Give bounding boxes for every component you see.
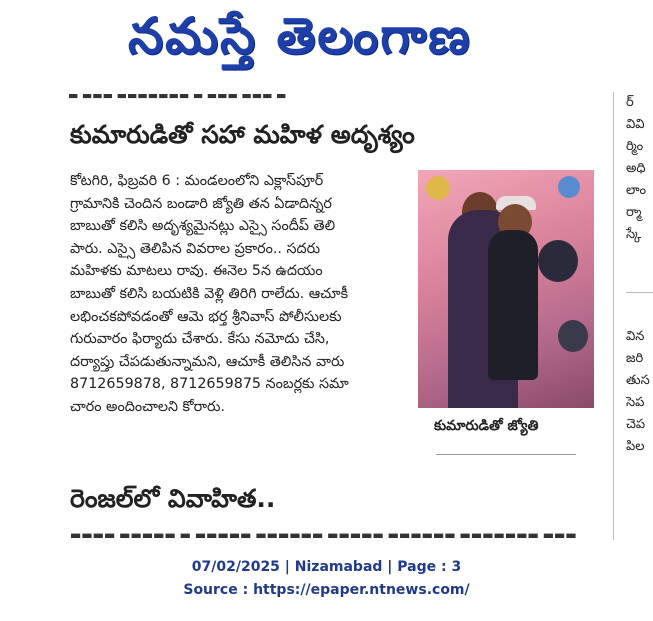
body-line: దర్యాప్తు చేపడుతున్నామని, ఆచూకీ తెలిసిన వారు: [70, 353, 345, 370]
adjacent-line: స్కే: [626, 227, 642, 242]
body-line: లభించకపోవడంతో ఆమె భర్త శ్రీనివాస్ పోలీసులకు: [70, 308, 342, 325]
adjacent-line: అధి: [626, 161, 646, 176]
adjacent-line: జరి: [626, 351, 644, 366]
body-line: బాబుతో కలిసి అదృశ్యమైనట్లు ఎస్సై సందీప్ తెలి: [70, 218, 336, 235]
column-divider: [613, 92, 614, 540]
body-line: చారం అందించాలని కోరారు.: [70, 398, 225, 415]
article-headline: కుమారుడితో సహా మహిళ అదృశ్యం: [70, 120, 415, 149]
adjacent-line: పిల: [626, 439, 645, 454]
article-body: [70, 170, 410, 419]
newspaper-logo: నమస్తే తెలంగాణ: [128, 6, 472, 65]
adjacent-line: ర్మిం: [626, 139, 644, 154]
body-line: మహిళకు మాటలు రావు. ఈనెల 5న ఉదయం: [70, 263, 323, 280]
adjacent-divider: [626, 292, 653, 293]
article-photo: [418, 170, 594, 408]
body-line: బాబుతో కలిసి బయటికి వెళ్లి తిరిగి రాలేదు. ఆచూకీ: [70, 285, 349, 302]
adjacent-line: లాం: [626, 183, 647, 198]
adjacent-line: విన: [626, 329, 645, 344]
adjacent-line: వివి: [626, 117, 645, 132]
body-line: గ్రామానికి చెందిన బండారి జ్యోతి తన ఏడాదిన్నర: [70, 195, 332, 212]
second-article-headline: రెంజల్‌లో వివాహిత..: [70, 484, 276, 513]
body-line: గురువారం ఫిర్యాదు చేశారు. కేసు నమోదు చేసి,: [70, 331, 330, 348]
article-clipping: [60, 92, 653, 540]
cut-text-top: ▬ ▬▬▬ ▬▬▬▬▬▬▬ ▬ ▬▬▬ ▬▬▬ ▬: [68, 92, 287, 102]
footer-date-edition: 07/02/2025 | Nizamabad | Page : 3: [191, 559, 462, 575]
footer-source: Source : https://epaper.ntnews.com/: [183, 582, 470, 598]
adjacent-line: సెప: [626, 395, 645, 410]
adjacent-column: [626, 92, 653, 540]
adjacent-line: చెప: [626, 417, 646, 432]
adjacent-line: ర్: [626, 95, 634, 110]
adjacent-line: ర్మా: [626, 205, 642, 220]
body-line: 8712659878, 8712659875 నంబర్లకు సమా: [70, 376, 349, 393]
body-line: పారు. ఎస్సై తెలిపిన వివరాల ప్రకారం.. సదరు: [70, 240, 321, 257]
adjacent-line: తుస: [626, 373, 650, 388]
masthead: [0, 0, 653, 80]
cut-text-bottom: ▬▬▬▬ ▬▬▬▬▬ ▬ ▬▬▬▬▬ ▬▬▬▬▬▬ ▬▬▬▬▬ ▬▬▬▬▬▬ ▬▬▬▬▬▬▬ ▬▬▬: [70, 532, 577, 540]
photo-caption: కుమారుడితో జ్యోతి: [434, 418, 539, 434]
body-line: కోటగిరి, ఫిబ్రవరి 6 : మండలంలోని ఎక్లాస్‌పూర్: [70, 173, 324, 189]
caption-divider: [436, 454, 576, 455]
